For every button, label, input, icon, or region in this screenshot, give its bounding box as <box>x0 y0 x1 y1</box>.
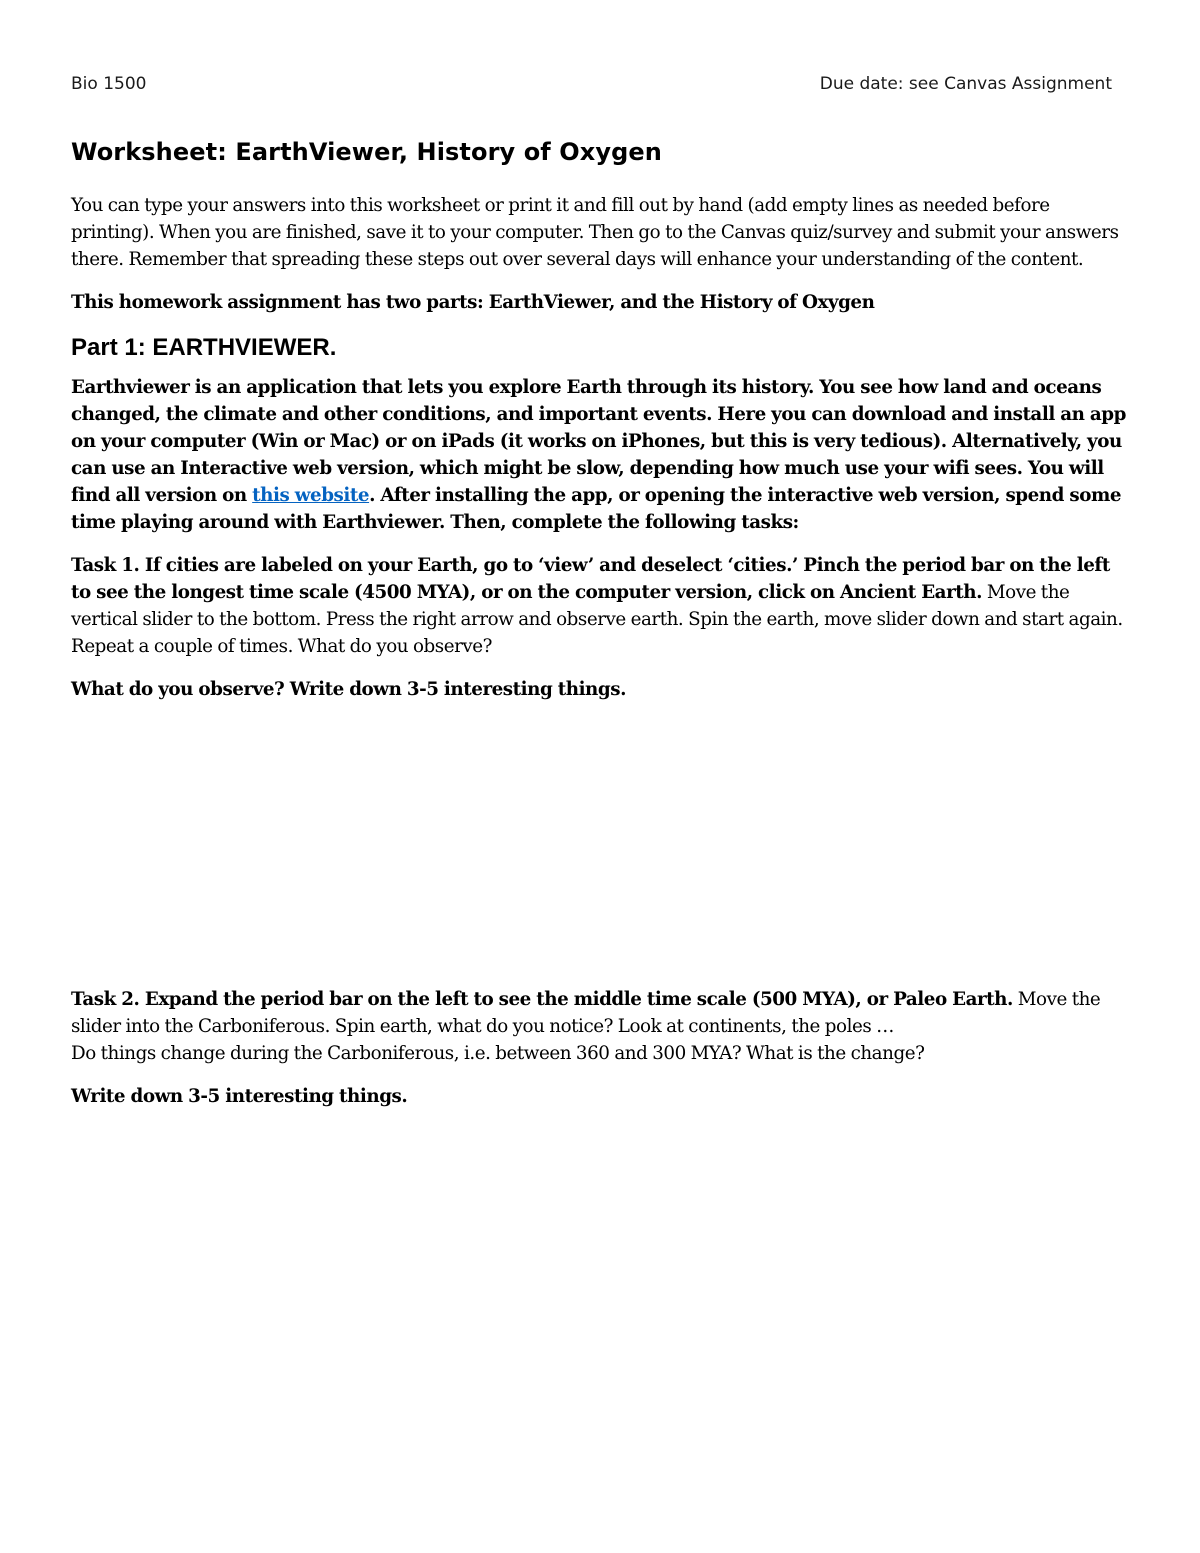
header-course: Bio 1500 <box>71 74 147 94</box>
part1-heading: Part 1: EARTHVIEWER. <box>71 334 337 361</box>
task2-answer-area[interactable] <box>71 1126 1133 1326</box>
part1-description-text: Earthviewer is an application that lets you explore Earth through its history. You see how land and oceans changed, the climate and other conditions, and important events. Here you can download and install an app on your computer (Win or Mac) or on iPads (it works on iPhones, but this is very tedious). Alternatively, you can use an Interactive web version, which might be slow, depending how much use your wifi sees. You will find all version on <box>71 377 1126 506</box>
part1-description-end: . After installing the app, or opening the interactive web version, spend some time playing around with Earthviewer. Then, complete the following tasks: <box>71 485 1122 533</box>
header-due-date: Due date: see Canvas Assignment <box>819 74 1112 94</box>
assignment-note: This homework assignment has two parts: EarthViewer, and the History of Oxygen <box>71 292 875 313</box>
task1-instructions-bold: Task 1. If cities are labeled on your Earth, go to ‘view’ and deselect ‘cities.’ Pinch the period bar on the left to see the longest time scale (4500 MYA), or on the computer version, click on Ancient Earth. <box>71 555 1110 603</box>
task2-question: Do things change during the Carboniferous, i.e. between 360 and 300 MYA? What is the change? <box>71 1043 925 1064</box>
worksheet-title: Worksheet: EarthViewer, History of Oxygen <box>71 138 662 166</box>
task1-answer-area[interactable] <box>71 719 1133 986</box>
task2-prompt: Write down 3-5 interesting things. <box>71 1086 408 1107</box>
document-body <box>71 138 1133 1326</box>
task1-instructions: Move the vertical slider to the bottom. Press the right arrow and observe earth. Spin the earth, move slider down and start again. Repeat a couple of times. What do you observe? <box>71 582 1123 657</box>
task1-prompt: What do you observe? Write down 3-5 interesting things. <box>71 679 626 700</box>
intro-paragraph: You can type your answers into this worksheet or print it and fill out by hand (add empty lines as needed before printing). When you are finished, save it to your computer. Then go to the Canvas quiz/survey and submit your answers there. Remember that spreading these steps out over several days will enhance your understanding of the content. <box>71 195 1119 270</box>
task2-instructions: Move the slider into the Carboniferous. Spin earth, what do you notice? Look at continents, the poles … <box>71 989 1101 1037</box>
part1-description <box>71 374 1133 536</box>
task1-paragraph <box>71 552 1133 660</box>
website-link[interactable]: this website <box>252 485 370 506</box>
task2-paragraph <box>71 986 1133 1067</box>
task2-instructions-bold: Task 2. Expand the period bar on the left to see the middle time scale (500 MYA), or Paleo Earth. <box>71 989 1013 1010</box>
